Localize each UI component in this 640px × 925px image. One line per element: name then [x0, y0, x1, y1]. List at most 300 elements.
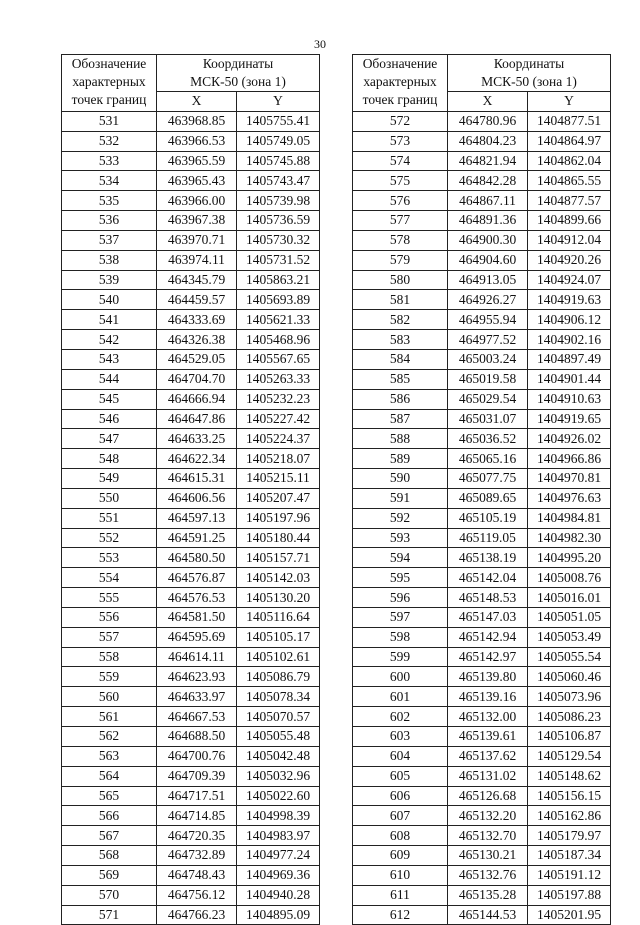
table-row: [353, 389, 611, 409]
table-row: [62, 488, 320, 508]
y-coordinate-cell: 1405749.05: [237, 131, 320, 151]
table-row: [62, 707, 320, 727]
point-id-cell: 531: [62, 111, 157, 131]
y-coordinate-cell: 1404970.81: [528, 469, 611, 489]
table-row: [353, 865, 611, 885]
x-coordinate-cell: 464595.69: [157, 627, 237, 647]
table-row: [62, 211, 320, 231]
header-coords-line2: МСК-50 (зона 1): [190, 74, 286, 89]
y-coordinate-cell: 1404983.97: [237, 826, 320, 846]
point-id-cell: 583: [353, 330, 448, 350]
x-coordinate-cell: 464591.25: [157, 528, 237, 548]
table-row: [353, 707, 611, 727]
point-id-cell: 553: [62, 548, 157, 568]
table-row: [62, 667, 320, 687]
page-number: 30: [314, 37, 326, 51]
y-coordinate-cell: 1405142.03: [237, 568, 320, 588]
point-id-cell: 552: [62, 528, 157, 548]
y-coordinate-cell: 1404969.36: [237, 865, 320, 885]
table-row: [62, 429, 320, 449]
header-label-line1: Обозначение: [71, 56, 147, 71]
x-coordinate-cell: 463974.11: [157, 250, 237, 270]
x-coordinate-cell: 465065.16: [448, 449, 528, 469]
x-coordinate-cell: 464666.94: [157, 389, 237, 409]
point-id-cell: 541: [62, 310, 157, 330]
y-coordinate-cell: 1404984.81: [528, 508, 611, 528]
x-coordinate-cell: 463965.43: [157, 171, 237, 191]
table-row: [62, 230, 320, 250]
table-row: [353, 330, 611, 350]
y-coordinate-cell: 1405042.48: [237, 746, 320, 766]
table-row: [353, 826, 611, 846]
y-coordinate-cell: 1405055.54: [528, 647, 611, 667]
point-id-cell: 611: [353, 885, 448, 905]
table-row: [62, 191, 320, 211]
point-id-cell: 588: [353, 429, 448, 449]
table-row: [353, 111, 611, 131]
y-coordinate-cell: 1405051.05: [528, 607, 611, 627]
point-id-cell: 566: [62, 806, 157, 826]
y-coordinate-cell: 1405055.48: [237, 727, 320, 747]
y-coordinate-cell: 1405567.65: [237, 349, 320, 369]
point-id-cell: 590: [353, 469, 448, 489]
x-coordinate-cell: 464597.13: [157, 508, 237, 528]
point-id-cell: 587: [353, 409, 448, 429]
x-coordinate-cell: 465029.54: [448, 389, 528, 409]
y-coordinate-cell: 1405621.33: [237, 310, 320, 330]
table-row: [353, 627, 611, 647]
point-id-cell: 606: [353, 786, 448, 806]
point-id-cell: 581: [353, 290, 448, 310]
y-coordinate-cell: 1404901.44: [528, 369, 611, 389]
y-coordinate-cell: 1404995.20: [528, 548, 611, 568]
table-row: [62, 528, 320, 548]
table-row: [353, 211, 611, 231]
y-coordinate-cell: 1405743.47: [237, 171, 320, 191]
table-row: [353, 727, 611, 747]
point-id-cell: 612: [353, 905, 448, 925]
point-id-cell: 572: [353, 111, 448, 131]
point-id-cell: 573: [353, 131, 448, 151]
x-coordinate-cell: 463966.00: [157, 191, 237, 211]
table-row: [353, 290, 611, 310]
x-coordinate-cell: 465036.52: [448, 429, 528, 449]
header-coords-line2: МСК-50 (зона 1): [481, 74, 577, 89]
table-row: [62, 885, 320, 905]
y-coordinate-cell: 1404864.97: [528, 131, 611, 151]
x-coordinate-cell: 465139.16: [448, 687, 528, 707]
x-coordinate-cell: 464667.53: [157, 707, 237, 727]
x-coordinate-cell: 465031.07: [448, 409, 528, 429]
x-coordinate-cell: 465139.80: [448, 667, 528, 687]
y-coordinate-cell: 1405180.44: [237, 528, 320, 548]
table-row: [353, 548, 611, 568]
header-y: Y: [528, 92, 611, 112]
x-coordinate-cell: 464780.96: [448, 111, 528, 131]
table-row: [62, 131, 320, 151]
x-coordinate-cell: 464748.43: [157, 865, 237, 885]
point-id-cell: 563: [62, 746, 157, 766]
table-row: [353, 230, 611, 250]
table-row: [353, 786, 611, 806]
header-coordinates: [448, 55, 611, 92]
table-row: [353, 469, 611, 489]
point-id-cell: 562: [62, 727, 157, 747]
y-coordinate-cell: 1404919.65: [528, 409, 611, 429]
x-coordinate-cell: 463970.71: [157, 230, 237, 250]
y-coordinate-cell: 1405197.96: [237, 508, 320, 528]
table-row: [62, 250, 320, 270]
y-coordinate-cell: 1404899.66: [528, 211, 611, 231]
y-coordinate-cell: 1405207.47: [237, 488, 320, 508]
y-coordinate-cell: 1405187.34: [528, 846, 611, 866]
x-coordinate-cell: 465105.19: [448, 508, 528, 528]
y-coordinate-cell: 1405053.49: [528, 627, 611, 647]
y-coordinate-cell: 1404862.04: [528, 151, 611, 171]
x-coordinate-cell: 465126.68: [448, 786, 528, 806]
table-row: [353, 151, 611, 171]
table-row: [353, 667, 611, 687]
y-coordinate-cell: 1405157.71: [237, 548, 320, 568]
x-coordinate-cell: 465147.03: [448, 607, 528, 627]
x-coordinate-cell: 464821.94: [448, 151, 528, 171]
point-id-cell: 580: [353, 270, 448, 290]
x-coordinate-cell: 465132.76: [448, 865, 528, 885]
x-coordinate-cell: 465077.75: [448, 469, 528, 489]
y-coordinate-cell: 1405086.79: [237, 667, 320, 687]
table-row: [62, 568, 320, 588]
y-coordinate-cell: 1404977.24: [237, 846, 320, 866]
x-coordinate-cell: 464714.85: [157, 806, 237, 826]
point-id-cell: 575: [353, 171, 448, 191]
x-coordinate-cell: 464345.79: [157, 270, 237, 290]
y-coordinate-cell: 1404924.07: [528, 270, 611, 290]
y-coordinate-cell: 1405130.20: [237, 588, 320, 608]
table-body-left: [62, 111, 320, 925]
y-coordinate-cell: 1405129.54: [528, 746, 611, 766]
table-row: [353, 191, 611, 211]
table-row: [353, 806, 611, 826]
x-coordinate-cell: 463966.53: [157, 131, 237, 151]
y-coordinate-cell: 1404902.16: [528, 330, 611, 350]
y-coordinate-cell: 1404877.57: [528, 191, 611, 211]
point-id-cell: 556: [62, 607, 157, 627]
table-row: [353, 568, 611, 588]
table-row: [62, 806, 320, 826]
x-coordinate-cell: 464647.86: [157, 409, 237, 429]
point-id-cell: 560: [62, 687, 157, 707]
coordinates-table-left: [61, 54, 320, 925]
point-id-cell: 602: [353, 707, 448, 727]
y-coordinate-cell: 1405224.37: [237, 429, 320, 449]
x-coordinate-cell: 464459.57: [157, 290, 237, 310]
y-coordinate-cell: 1405693.89: [237, 290, 320, 310]
table-row: [62, 171, 320, 191]
x-coordinate-cell: 464581.50: [157, 607, 237, 627]
x-coordinate-cell: 464580.50: [157, 548, 237, 568]
table-row: [353, 131, 611, 151]
table-row: [62, 389, 320, 409]
point-id-cell: 540: [62, 290, 157, 310]
y-coordinate-cell: 1405106.87: [528, 727, 611, 747]
header-x: X: [157, 92, 237, 112]
header-label-line2: характерных: [72, 74, 146, 89]
y-coordinate-cell: 1404926.02: [528, 429, 611, 449]
y-coordinate-cell: 1405263.33: [237, 369, 320, 389]
table-row: [62, 627, 320, 647]
x-coordinate-cell: 464623.93: [157, 667, 237, 687]
y-coordinate-cell: 1405070.57: [237, 707, 320, 727]
point-id-cell: 598: [353, 627, 448, 647]
point-id-cell: 605: [353, 766, 448, 786]
table-row: [353, 746, 611, 766]
point-id-cell: 537: [62, 230, 157, 250]
x-coordinate-cell: 464842.28: [448, 171, 528, 191]
y-coordinate-cell: 1405755.41: [237, 111, 320, 131]
header-label-line3: точек границ: [362, 92, 438, 107]
table-row: [62, 111, 320, 131]
point-id-cell: 544: [62, 369, 157, 389]
x-coordinate-cell: 465132.70: [448, 826, 528, 846]
table-row: [353, 488, 611, 508]
x-coordinate-cell: 464615.31: [157, 469, 237, 489]
point-id-cell: 593: [353, 528, 448, 548]
x-coordinate-cell: 464926.27: [448, 290, 528, 310]
point-id-cell: 549: [62, 469, 157, 489]
y-coordinate-cell: 1405227.42: [237, 409, 320, 429]
header-coords-line1: Координаты: [202, 56, 274, 71]
point-id-cell: 585: [353, 369, 448, 389]
point-id-cell: 570: [62, 885, 157, 905]
x-coordinate-cell: 465135.28: [448, 885, 528, 905]
table-row: [353, 250, 611, 270]
x-coordinate-cell: 464529.05: [157, 349, 237, 369]
y-coordinate-cell: 1404998.39: [237, 806, 320, 826]
x-coordinate-cell: 464720.35: [157, 826, 237, 846]
table-row: [62, 786, 320, 806]
point-id-cell: 561: [62, 707, 157, 727]
point-id-cell: 609: [353, 846, 448, 866]
table-row: [353, 171, 611, 191]
y-coordinate-cell: 1404906.12: [528, 310, 611, 330]
x-coordinate-cell: 463965.59: [157, 151, 237, 171]
point-id-cell: 539: [62, 270, 157, 290]
table-row: [62, 290, 320, 310]
table-row: [353, 766, 611, 786]
table-row: [62, 588, 320, 608]
table-row: [62, 409, 320, 429]
y-coordinate-cell: 1405073.96: [528, 687, 611, 707]
table-row: [353, 449, 611, 469]
table-row: [62, 270, 320, 290]
point-id-cell: 564: [62, 766, 157, 786]
point-id-cell: 607: [353, 806, 448, 826]
point-id-cell: 554: [62, 568, 157, 588]
table-row: [353, 349, 611, 369]
y-coordinate-cell: 1405179.97: [528, 826, 611, 846]
table-row: [353, 528, 611, 548]
x-coordinate-cell: 465089.65: [448, 488, 528, 508]
y-coordinate-cell: 1405086.23: [528, 707, 611, 727]
x-coordinate-cell: 464717.51: [157, 786, 237, 806]
y-coordinate-cell: 1404910.63: [528, 389, 611, 409]
x-coordinate-cell: 464333.69: [157, 310, 237, 330]
x-coordinate-cell: 464867.11: [448, 191, 528, 211]
y-coordinate-cell: 1405148.62: [528, 766, 611, 786]
point-id-cell: 534: [62, 171, 157, 191]
y-coordinate-cell: 1405739.98: [237, 191, 320, 211]
header-coords-line1: Координаты: [493, 56, 565, 71]
x-coordinate-cell: 464688.50: [157, 727, 237, 747]
x-coordinate-cell: 465137.62: [448, 746, 528, 766]
table-row: [353, 588, 611, 608]
point-id-cell: 535: [62, 191, 157, 211]
point-id-cell: 591: [353, 488, 448, 508]
x-coordinate-cell: 464977.52: [448, 330, 528, 350]
table-row: [62, 905, 320, 925]
x-coordinate-cell: 464732.89: [157, 846, 237, 866]
y-coordinate-cell: 1405731.52: [237, 250, 320, 270]
y-coordinate-cell: 1405102.61: [237, 647, 320, 667]
table-row: [62, 469, 320, 489]
table-row: [353, 270, 611, 290]
table-row: [353, 905, 611, 925]
point-id-cell: 604: [353, 746, 448, 766]
x-coordinate-cell: 465119.05: [448, 528, 528, 548]
x-coordinate-cell: 464326.38: [157, 330, 237, 350]
table-row: [353, 607, 611, 627]
y-coordinate-cell: 1405156.15: [528, 786, 611, 806]
x-coordinate-cell: 465132.20: [448, 806, 528, 826]
point-id-cell: 610: [353, 865, 448, 885]
table-row: [62, 846, 320, 866]
point-id-cell: 574: [353, 151, 448, 171]
point-id-cell: 571: [62, 905, 157, 925]
x-coordinate-cell: 464633.97: [157, 687, 237, 707]
point-id-cell: 599: [353, 647, 448, 667]
x-coordinate-cell: 464622.34: [157, 449, 237, 469]
table-row: [62, 369, 320, 389]
point-id-cell: 592: [353, 508, 448, 528]
y-coordinate-cell: 1404966.86: [528, 449, 611, 469]
x-coordinate-cell: 463967.38: [157, 211, 237, 231]
y-coordinate-cell: 1405116.64: [237, 607, 320, 627]
point-id-cell: 559: [62, 667, 157, 687]
table-row: [62, 727, 320, 747]
y-coordinate-cell: 1404895.09: [237, 905, 320, 925]
header-label-line2: характерных: [363, 74, 437, 89]
table-row: [353, 508, 611, 528]
header-y: Y: [237, 92, 320, 112]
point-id-cell: 577: [353, 211, 448, 231]
x-coordinate-cell: 464606.56: [157, 488, 237, 508]
point-id-cell: 548: [62, 449, 157, 469]
y-coordinate-cell: 1404865.55: [528, 171, 611, 191]
x-coordinate-cell: 464891.36: [448, 211, 528, 231]
table-row: [62, 746, 320, 766]
y-coordinate-cell: 1405745.88: [237, 151, 320, 171]
x-coordinate-cell: 465131.02: [448, 766, 528, 786]
point-id-cell: 546: [62, 409, 157, 429]
point-id-cell: 582: [353, 310, 448, 330]
y-coordinate-cell: 1405162.86: [528, 806, 611, 826]
point-id-cell: 542: [62, 330, 157, 350]
point-id-cell: 600: [353, 667, 448, 687]
x-coordinate-cell: 463968.85: [157, 111, 237, 131]
point-id-cell: 567: [62, 826, 157, 846]
y-coordinate-cell: 1405060.46: [528, 667, 611, 687]
point-id-cell: 565: [62, 786, 157, 806]
table-row: [62, 310, 320, 330]
x-coordinate-cell: 465138.19: [448, 548, 528, 568]
y-coordinate-cell: 1405197.88: [528, 885, 611, 905]
table-row: [62, 826, 320, 846]
x-coordinate-cell: 464766.23: [157, 905, 237, 925]
y-coordinate-cell: 1405078.34: [237, 687, 320, 707]
y-coordinate-cell: 1405736.59: [237, 211, 320, 231]
table-row: [62, 151, 320, 171]
table-row: [353, 409, 611, 429]
table-row: [62, 647, 320, 667]
x-coordinate-cell: 465003.24: [448, 349, 528, 369]
header-label-line1: Обозначение: [362, 56, 438, 71]
x-coordinate-cell: 465142.97: [448, 647, 528, 667]
y-coordinate-cell: 1405105.17: [237, 627, 320, 647]
table-row: [62, 449, 320, 469]
point-id-cell: 551: [62, 508, 157, 528]
point-id-cell: 568: [62, 846, 157, 866]
point-id-cell: 586: [353, 389, 448, 409]
x-coordinate-cell: 464955.94: [448, 310, 528, 330]
point-id-cell: 579: [353, 250, 448, 270]
y-coordinate-cell: 1405032.96: [237, 766, 320, 786]
x-coordinate-cell: 464756.12: [157, 885, 237, 905]
y-coordinate-cell: 1405008.76: [528, 568, 611, 588]
x-coordinate-cell: 465019.58: [448, 369, 528, 389]
header-x: X: [448, 92, 528, 112]
table-row: [62, 508, 320, 528]
x-coordinate-cell: 464633.25: [157, 429, 237, 449]
point-id-cell: 589: [353, 449, 448, 469]
point-id-cell: 569: [62, 865, 157, 885]
y-coordinate-cell: 1405468.96: [237, 330, 320, 350]
point-id-cell: 555: [62, 588, 157, 608]
y-coordinate-cell: 1405730.32: [237, 230, 320, 250]
point-id-cell: 543: [62, 349, 157, 369]
x-coordinate-cell: 464900.30: [448, 230, 528, 250]
point-id-cell: 536: [62, 211, 157, 231]
point-id-cell: 550: [62, 488, 157, 508]
table-row: [62, 607, 320, 627]
point-id-cell: 558: [62, 647, 157, 667]
x-coordinate-cell: 464709.39: [157, 766, 237, 786]
header-point-label: [62, 55, 157, 112]
x-coordinate-cell: 464804.23: [448, 131, 528, 151]
point-id-cell: 596: [353, 588, 448, 608]
point-id-cell: 576: [353, 191, 448, 211]
y-coordinate-cell: 1405232.23: [237, 389, 320, 409]
y-coordinate-cell: 1405863.21: [237, 270, 320, 290]
point-id-cell: 608: [353, 826, 448, 846]
y-coordinate-cell: 1405201.95: [528, 905, 611, 925]
point-id-cell: 584: [353, 349, 448, 369]
point-id-cell: 545: [62, 389, 157, 409]
y-coordinate-cell: 1405191.12: [528, 865, 611, 885]
y-coordinate-cell: 1405215.11: [237, 469, 320, 489]
x-coordinate-cell: 465142.04: [448, 568, 528, 588]
y-coordinate-cell: 1404877.51: [528, 111, 611, 131]
point-id-cell: 547: [62, 429, 157, 449]
